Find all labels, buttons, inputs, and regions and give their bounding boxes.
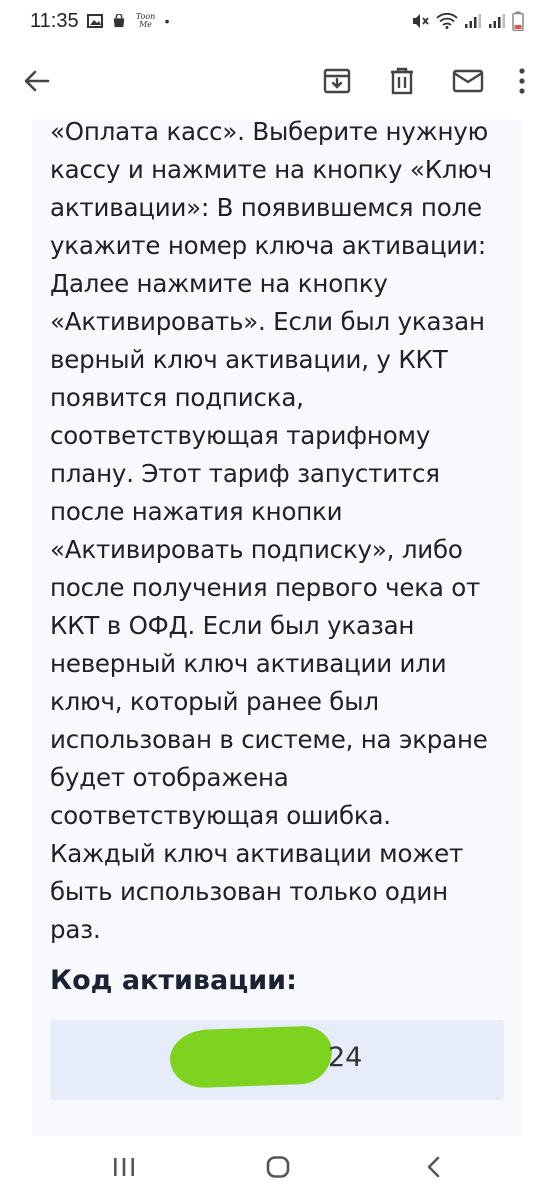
system-nav-bar xyxy=(0,1136,554,1200)
message-body xyxy=(32,120,522,1136)
message-line: быть использован только один xyxy=(50,877,448,906)
mute-icon xyxy=(412,13,430,29)
signal-icon xyxy=(488,13,506,29)
message-line: «Оплата касс». Выберите нужную xyxy=(50,120,489,146)
toon-me-icon: Toon Me xyxy=(135,12,156,29)
status-time: 11:35 xyxy=(30,9,79,32)
message-line: ключ, который ранее был xyxy=(50,687,379,716)
status-bar xyxy=(0,0,554,42)
message-line: соответствующая тарифному xyxy=(50,421,431,450)
activation-code-value[interactable]: 24 xyxy=(328,1042,363,1073)
recents-icon[interactable] xyxy=(112,1156,136,1178)
activation-code-box[interactable] xyxy=(50,1020,504,1100)
arrow-left-icon[interactable] xyxy=(22,66,52,96)
status-right xyxy=(412,11,524,31)
bag-icon xyxy=(111,14,127,28)
message-line: плану. Этот тариф запустится xyxy=(50,459,440,488)
message-line: ККТ в ОФД. Если был указан xyxy=(50,611,415,640)
trash-icon[interactable] xyxy=(387,66,417,96)
message-line: Каждый ключ активации может xyxy=(50,839,464,868)
gallery-icon xyxy=(87,14,103,28)
back-chevron-icon[interactable] xyxy=(424,1156,444,1178)
battery-icon xyxy=(512,11,524,31)
message-text xyxy=(50,120,512,949)
message-line: «Активировать подписку», либо xyxy=(50,535,463,564)
wifi-icon xyxy=(436,13,458,29)
dot-icon: • xyxy=(164,13,170,29)
mail-icon[interactable] xyxy=(452,66,484,96)
message-toolbar xyxy=(0,42,554,120)
archive-icon[interactable] xyxy=(322,66,352,96)
message-line: будет отображена xyxy=(50,763,289,792)
activation-code-heading: Код активации: xyxy=(50,965,297,996)
redaction-mark xyxy=(169,1025,333,1089)
message-line: кассу и нажмите на кнопку «Ключ xyxy=(50,155,493,184)
message-line: активации»: В появившемся поле xyxy=(50,193,482,222)
message-line: после получения первого чека от xyxy=(50,573,481,602)
home-icon[interactable] xyxy=(266,1156,290,1178)
more-vert-icon[interactable] xyxy=(512,66,532,96)
status-left xyxy=(30,10,169,33)
message-line: соответствующая ошибка. xyxy=(50,801,391,830)
message-line: укажите номер ключа активации: xyxy=(50,231,486,260)
message-line: верный ключ активации, у ККТ xyxy=(50,345,448,374)
message-line: неверный ключ активации или xyxy=(50,649,447,678)
message-line: появится подписка, xyxy=(50,383,304,412)
signal-icon xyxy=(464,13,482,29)
message-line: «Активировать». Если был указан xyxy=(50,307,485,336)
message-line: Далее нажмите на кнопку xyxy=(50,269,388,298)
message-line: после нажатия кнопки xyxy=(50,497,343,526)
message-line: раз. xyxy=(50,915,101,944)
message-line: использован в системе, на экране xyxy=(50,725,488,754)
